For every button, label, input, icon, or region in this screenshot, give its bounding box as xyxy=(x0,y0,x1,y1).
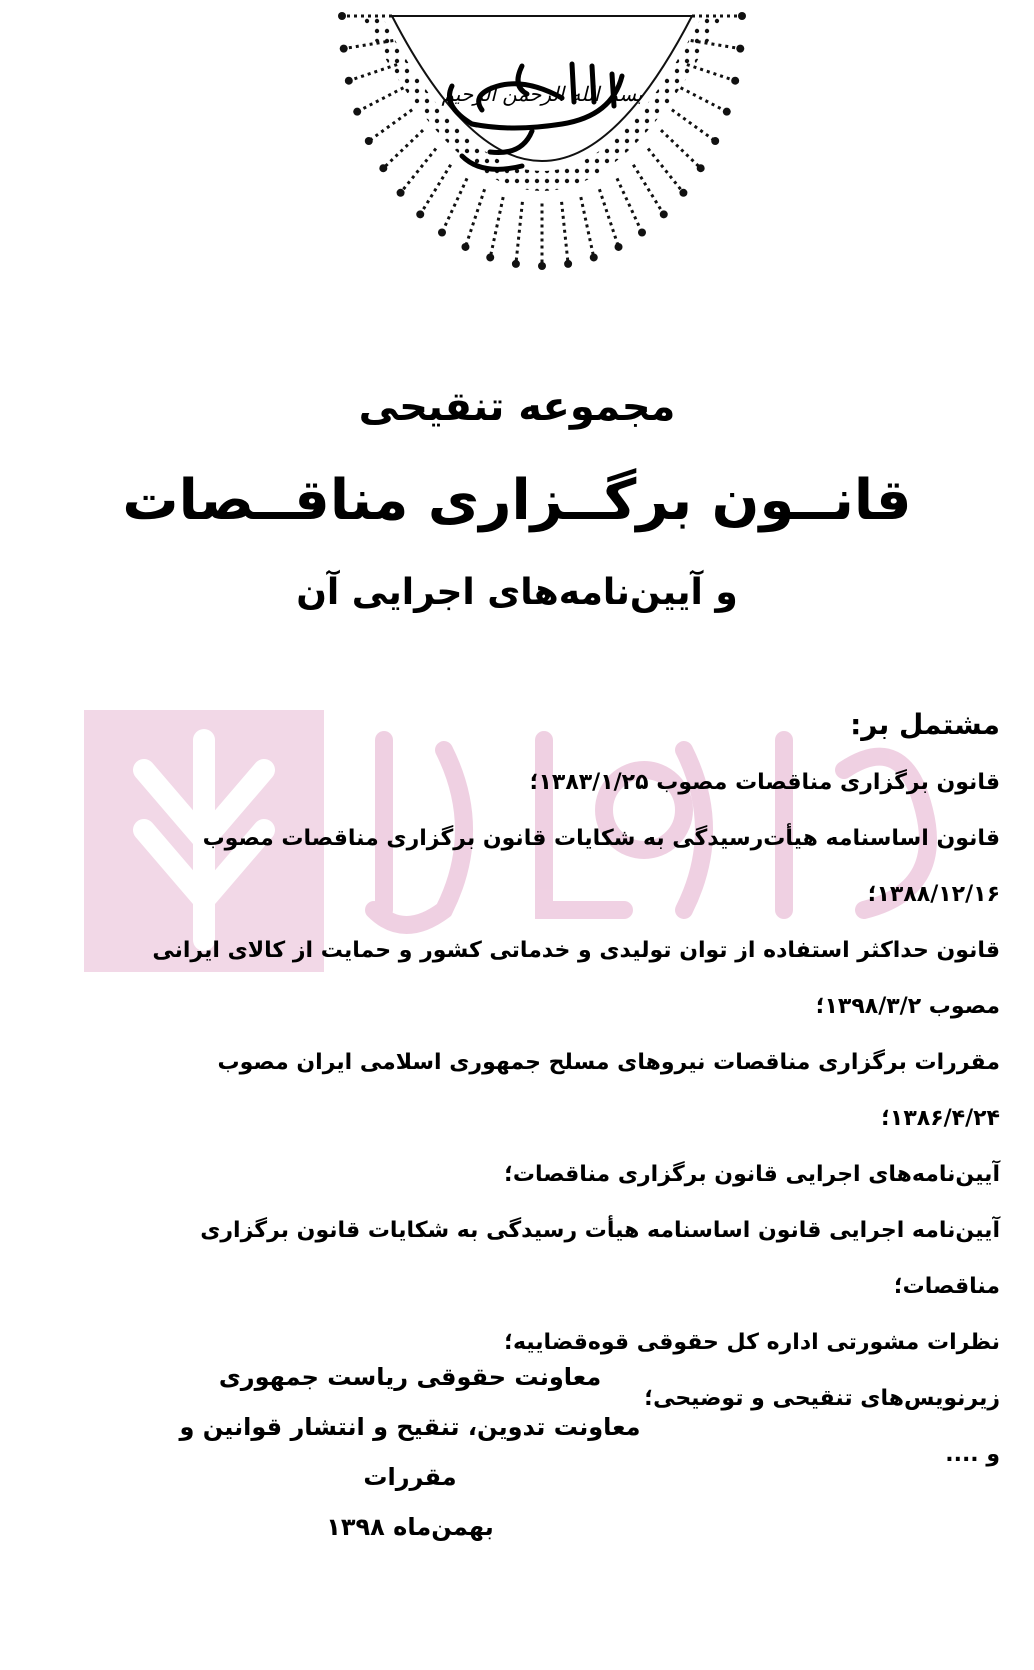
list-item: قانون اساسنامه هیأت‌رسیدگی به شکایات قانون برگزاری مناقصات مصوب ۱۳۸۸/۱۲/۱۶؛ xyxy=(202,826,1000,907)
page-title: قانــون برگــزاری مناقــصات xyxy=(122,468,912,533)
list-item: و .... xyxy=(945,1442,1000,1467)
list-item: قانون برگزاری مناقصات مصوب ۱۳۸۳/۱/۲۵؛ xyxy=(529,770,1000,795)
list-item: آیین‌نامه اجرایی قانون اساسنامه هیأت رسیدگی به شکایات قانون برگزاری مناقصات؛ xyxy=(200,1218,1000,1299)
list-item: قانون حداکثر استفاده از توان تولیدی و خدماتی کشور و حمایت از کالای ایرانی مصوب ۱۳۹۸/۳/۲؛ xyxy=(152,938,1000,1019)
list-item: مقررات برگزاری مناقصات نیروهای مسلح جمهوری اسلامی ایران مصوب ۱۳۸۶/۴/۲۴؛ xyxy=(217,1050,1000,1131)
publisher-line-2: معاونت تدوین، تنقیح و انتشار قوانین و مقررات xyxy=(179,1413,641,1491)
basmala-ornament xyxy=(322,6,762,296)
basmala-text: بسم الله الرحمن الرحیم xyxy=(441,82,643,106)
contents-heading: مشتمل بر: xyxy=(850,708,1000,741)
page-subtitle: و آیین‌نامه‌های اجرایی آن xyxy=(296,572,738,613)
list-item: آیین‌نامه‌های اجرایی قانون برگزاری مناقصات؛ xyxy=(504,1162,1000,1187)
publisher-line-1: معاونت حقوقی ریاست جمهوری xyxy=(218,1363,602,1391)
publication-date: بهمن‌ماه ۱۳۹۸ xyxy=(326,1513,494,1541)
list-item: زیرنویس‌های تنقیحی و توضیحی؛ xyxy=(644,1386,1000,1411)
list-item: نظرات مشورتی اداره کل حقوقی قوه‌قضاییه؛ xyxy=(504,1330,1000,1355)
publisher-footer xyxy=(130,1352,690,1552)
collection-label: مجموعه تنقیحی xyxy=(358,384,676,430)
